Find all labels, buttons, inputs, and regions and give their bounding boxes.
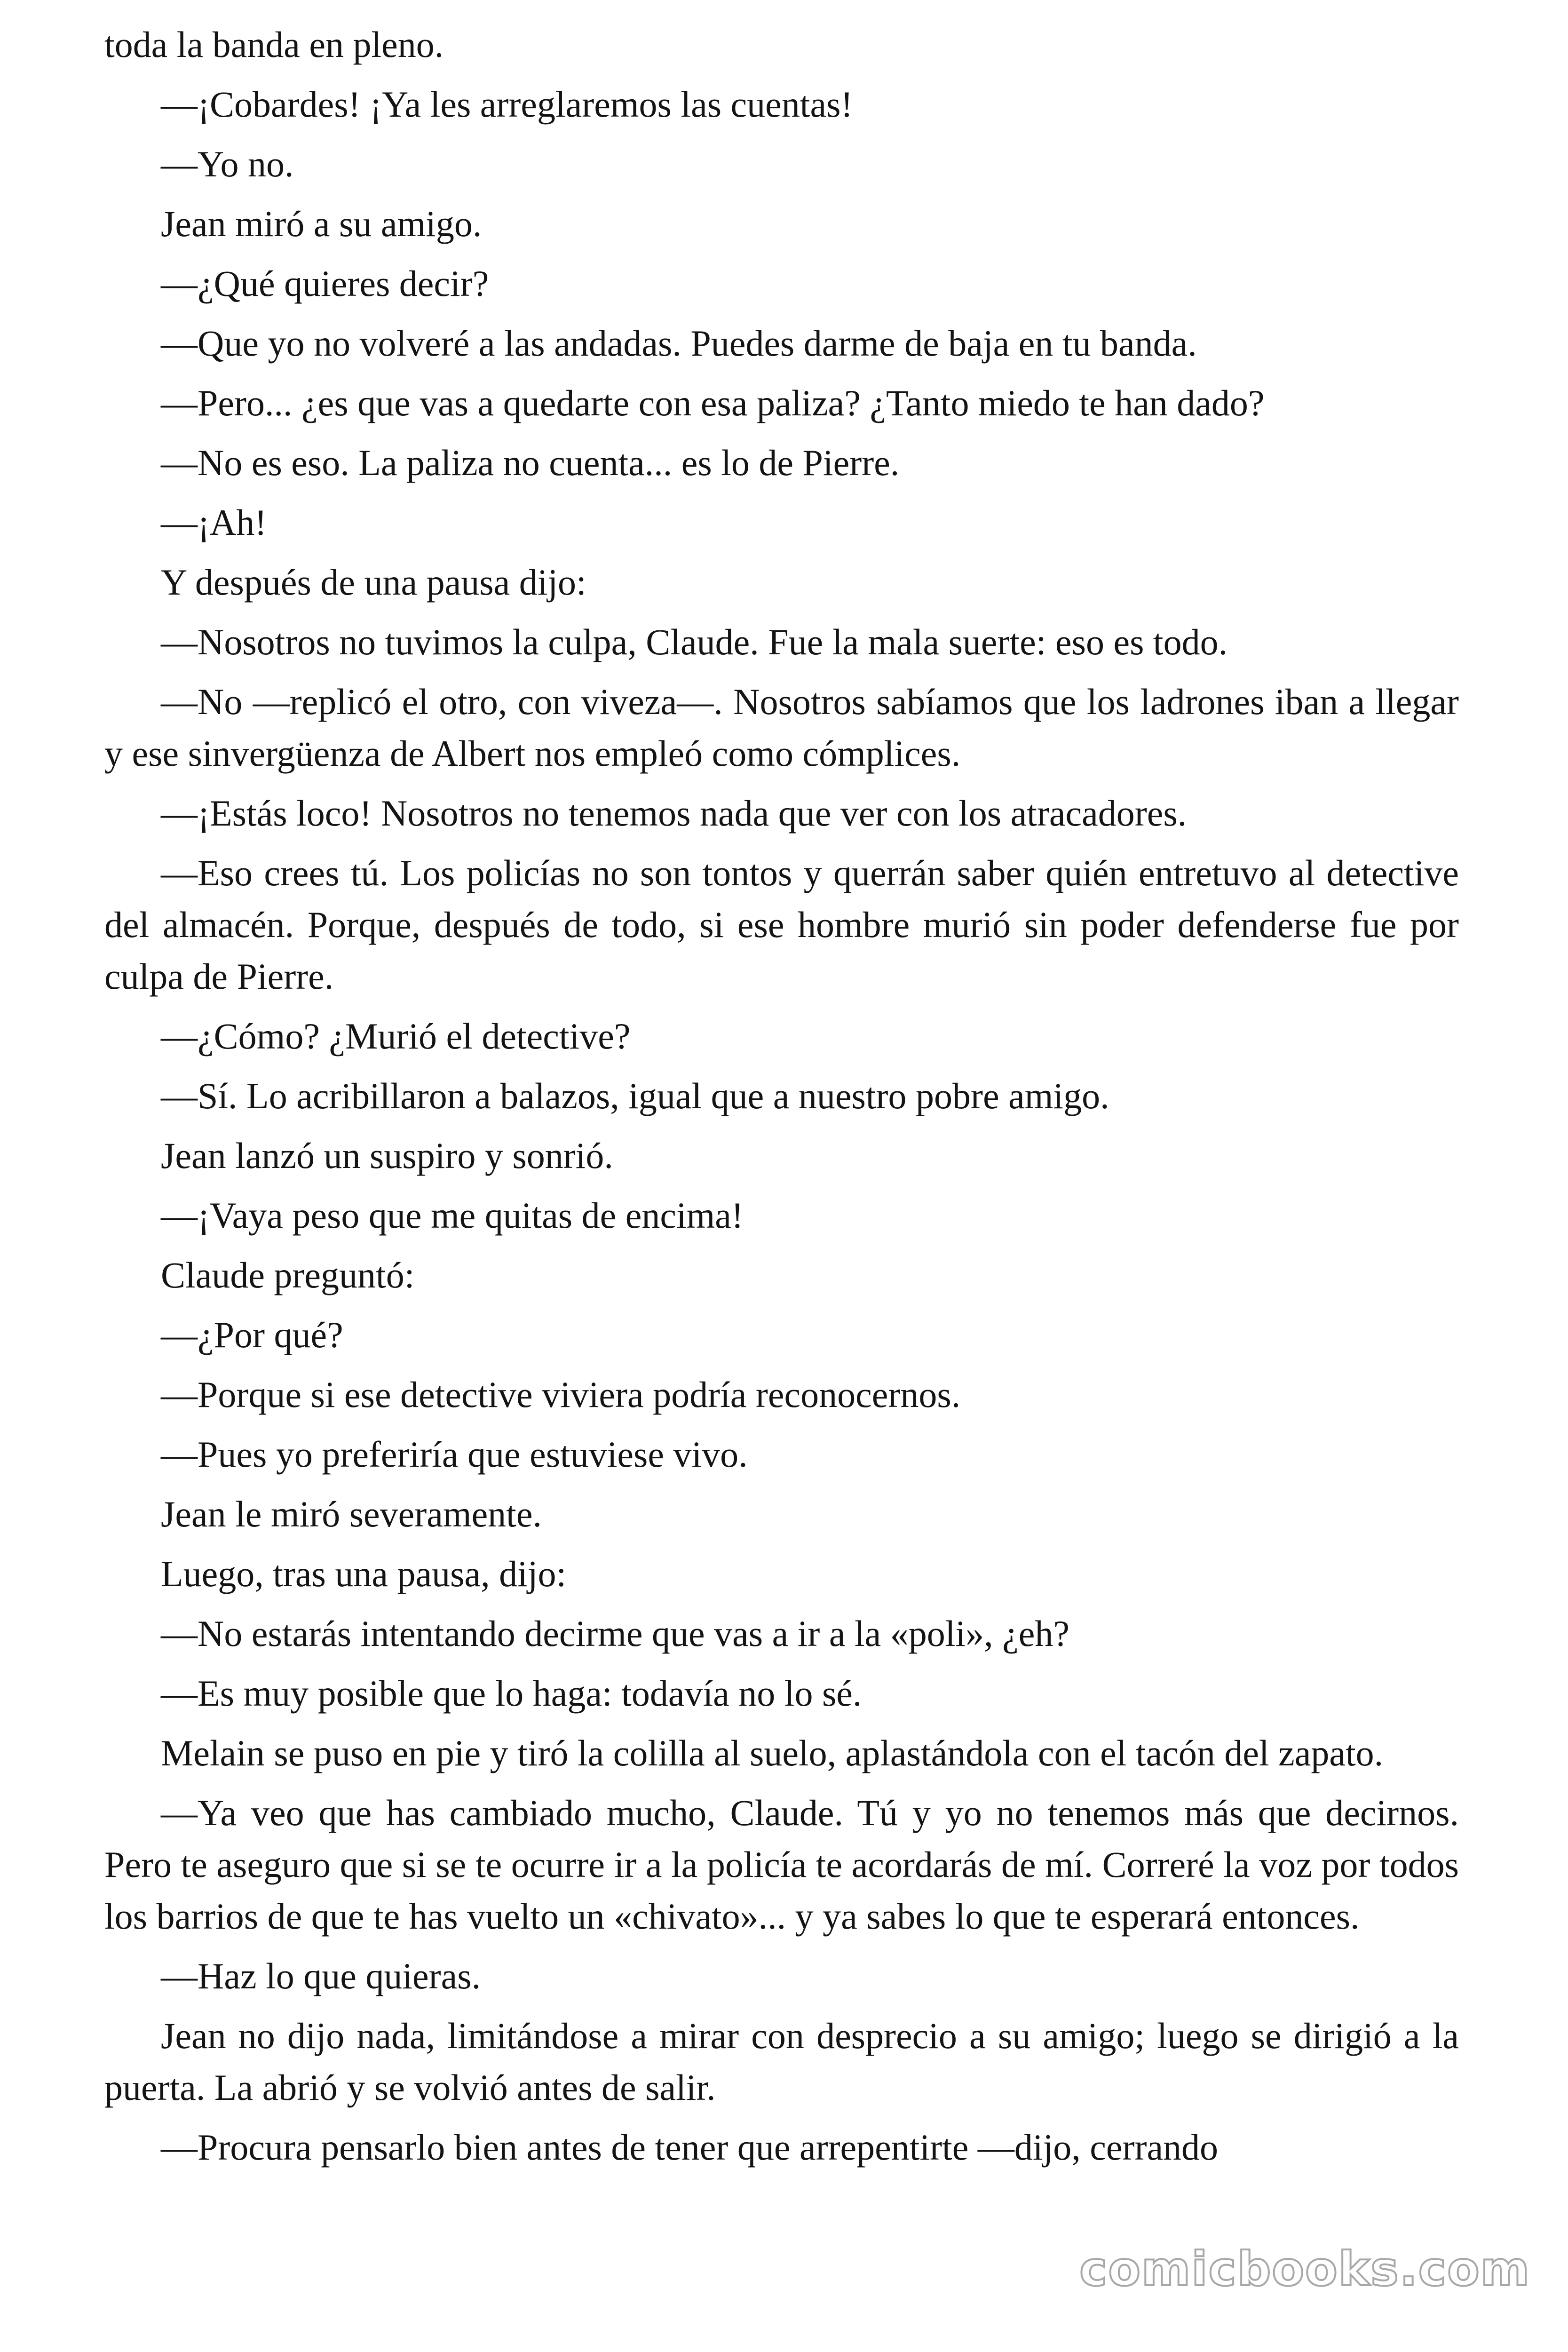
paragraph: Jean no dijo nada, limitándose a mirar con desprecio a su amigo; luego se dirigió a la puerta. La abrió y se volvió antes de salir. [104, 2015, 1459, 2108]
paragraph: —Es muy posible que lo haga: todavía no lo sé. [161, 1673, 862, 1714]
paragraph: —Eso crees tú. Los policías no son tontos y querrán saber quién entretuvo al detective del almacén. Porque, después de todo, si ese hombre murió sin poder defenderse fue por culpa de Pierre. [104, 852, 1459, 997]
paragraph: —No es eso. La paliza no cuenta... es lo de Pierre. [161, 442, 900, 483]
paragraph: Jean lanzó un suspiro y sonrió. [161, 1135, 613, 1176]
paragraph: —¡Estás loco! Nosotros no tenemos nada que ver con los atracadores. [161, 793, 1187, 834]
paragraph: Jean le miró severamente. [161, 1494, 542, 1534]
watermark: comicbooks.com [1079, 2241, 1530, 2296]
paragraph: —Procura pensarlo bien antes de tener que arrepentirte —dijo, cerrando [161, 2127, 1219, 2168]
paragraph: —Que yo no volveré a las andadas. Puedes darme de baja en tu banda. [161, 323, 1197, 364]
page-text [104, 19, 1459, 2181]
paragraph: —No —replicó el otro, con viveza—. Nosotros sabíamos que los ladrones iban a llegar y ese sinvergüenza de Albert nos empleó como cómplices. [104, 681, 1459, 774]
paragraph: —Yo no. [161, 143, 294, 184]
paragraph: Jean miró a su amigo. [161, 203, 482, 244]
paragraph: —No estarás intentando decirme que vas a ir a la «poli», ¿eh? [161, 1613, 1069, 1654]
paragraph: —Pues yo preferiría que estuviese vivo. [161, 1434, 748, 1475]
paragraph: —¡Cobardes! ¡Ya les arreglaremos las cuentas! [161, 84, 853, 125]
paragraph: Luego, tras una pausa, dijo: [161, 1553, 567, 1594]
paragraph: Claude preguntó: [161, 1255, 415, 1295]
paragraph: —¿Por qué? [161, 1314, 343, 1355]
paragraph: toda la banda en pleno. [104, 24, 444, 65]
paragraph: —Ya veo que has cambiado mucho, Claude. Tú y yo no tenemos más que decirnos. Pero te aseguro que si se te ocurre ir a la policía te acordarás de mí. Correré la voz por todos los barrios de que te has vuelto un «chivato»... y ya sabes lo que te esperará entonces. [104, 1792, 1459, 1937]
paragraph: —¡Ah! [161, 502, 267, 543]
paragraph: —Haz lo que quieras. [161, 1955, 481, 1996]
paragraph: —Porque si ese detective viviera podría reconocernos. [161, 1374, 961, 1415]
paragraph: —¿Cómo? ¿Murió el detective? [161, 1016, 631, 1057]
paragraph: —¡Vaya peso que me quitas de encima! [161, 1195, 744, 1236]
paragraph: Y después de una pausa dijo: [161, 562, 586, 603]
paragraph: —Pero... ¿es que vas a quedarte con esa paliza? ¿Tanto miedo te han dado? [161, 382, 1265, 423]
paragraph: —¿Qué quieres decir? [161, 263, 489, 304]
paragraph: Melain se puso en pie y tiró la colilla al suelo, aplastándola con el tacón del zapato. [161, 1732, 1384, 1773]
paragraph: —Nosotros no tuvimos la culpa, Claude. Fue la mala suerte: eso es todo. [161, 621, 1228, 662]
paragraph: —Sí. Lo acribillaron a balazos, igual que a nuestro pobre amigo. [161, 1075, 1109, 1116]
